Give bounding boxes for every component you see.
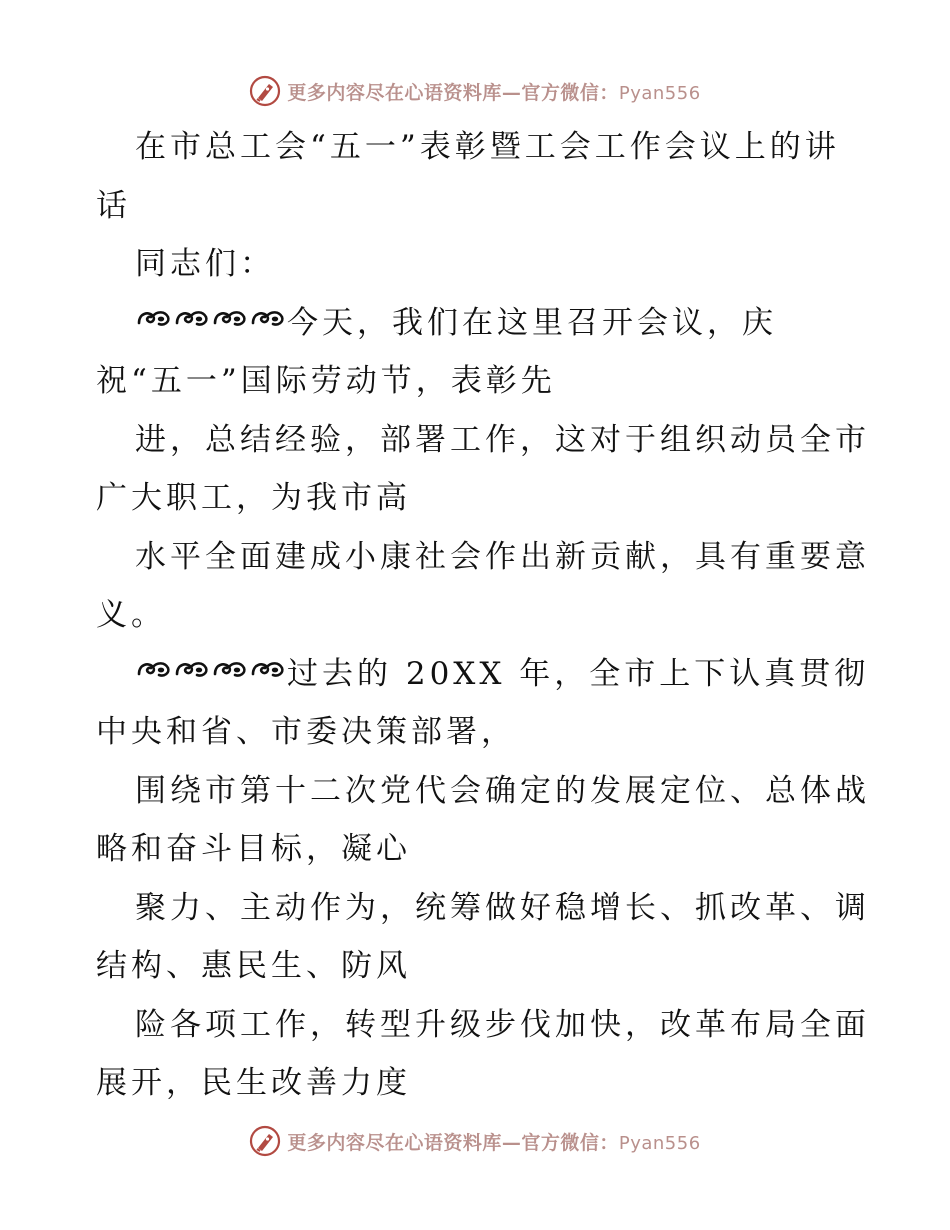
line-text: 险各项工作，转型升级步伐加快，改革布局全面	[135, 1006, 870, 1043]
text-line	[96, 528, 870, 587]
line-text: 聚力、主动作为，统筹做好稳增长、抓改革、调	[135, 889, 870, 926]
line-text: 广大职工，为我市高	[96, 480, 411, 516]
banner-brand-text: 更多内容尽在心语资料库—官方微信：	[287, 81, 619, 104]
footer-banner	[0, 1121, 950, 1161]
text-line	[96, 586, 856, 645]
line-text: 进，总结经验，部署工作，这对于组织动员全市	[135, 421, 870, 458]
text-line	[96, 235, 856, 294]
text-line	[96, 937, 856, 996]
text-line	[96, 469, 856, 528]
text-line	[96, 820, 856, 879]
text-line	[96, 118, 856, 177]
text-line	[96, 703, 856, 762]
text-line	[96, 411, 870, 470]
line-text: 在市总工会“五一”表彰暨工会工作会议上的讲	[135, 129, 840, 165]
line-text: 展开，民生改善力度	[96, 1065, 411, 1101]
banner-text	[287, 1128, 700, 1155]
banner-wechat-id: Pyan556	[618, 82, 701, 104]
fleuron-icon	[135, 292, 287, 351]
text-line	[96, 762, 870, 821]
line-text: 义。	[96, 597, 166, 633]
line-text: 围绕市第十二次党代会确定的发展定位、总体战	[135, 772, 870, 809]
pen-nib-circle-icon	[249, 1125, 281, 1157]
document-body	[96, 118, 870, 1113]
line-text: 水平全面建成小康社会作出新贡献，具有重要意	[135, 538, 870, 575]
text-line	[96, 1054, 856, 1113]
text-line	[96, 352, 856, 411]
line-text: 今天，我们在这里召开会议，庆	[287, 304, 777, 341]
line-text: 祝“五一”国际劳动节，表彰先	[96, 363, 556, 399]
line-text: 略和奋斗目标，凝心	[96, 831, 411, 867]
line-text: 话	[96, 187, 131, 224]
line-text: 过去的 20XX 年，全市上下认真贯彻	[287, 655, 870, 692]
line-text: 中央和省、市委决策部署，	[96, 714, 516, 750]
fleuron-icon	[135, 643, 287, 702]
text-line	[96, 645, 870, 704]
line-text: 结构、惠民生、防风	[96, 948, 411, 984]
line-text: 同志们：	[135, 246, 275, 282]
banner-text	[287, 78, 700, 105]
text-line	[96, 996, 870, 1055]
banner-wechat-id: Pyan556	[618, 1132, 701, 1154]
pen-nib-circle-icon	[249, 75, 281, 107]
text-line	[96, 177, 856, 236]
text-line	[96, 294, 856, 353]
header-banner	[0, 71, 950, 111]
text-line	[96, 879, 870, 938]
banner-brand-text: 更多内容尽在心语资料库—官方微信：	[287, 1131, 619, 1154]
